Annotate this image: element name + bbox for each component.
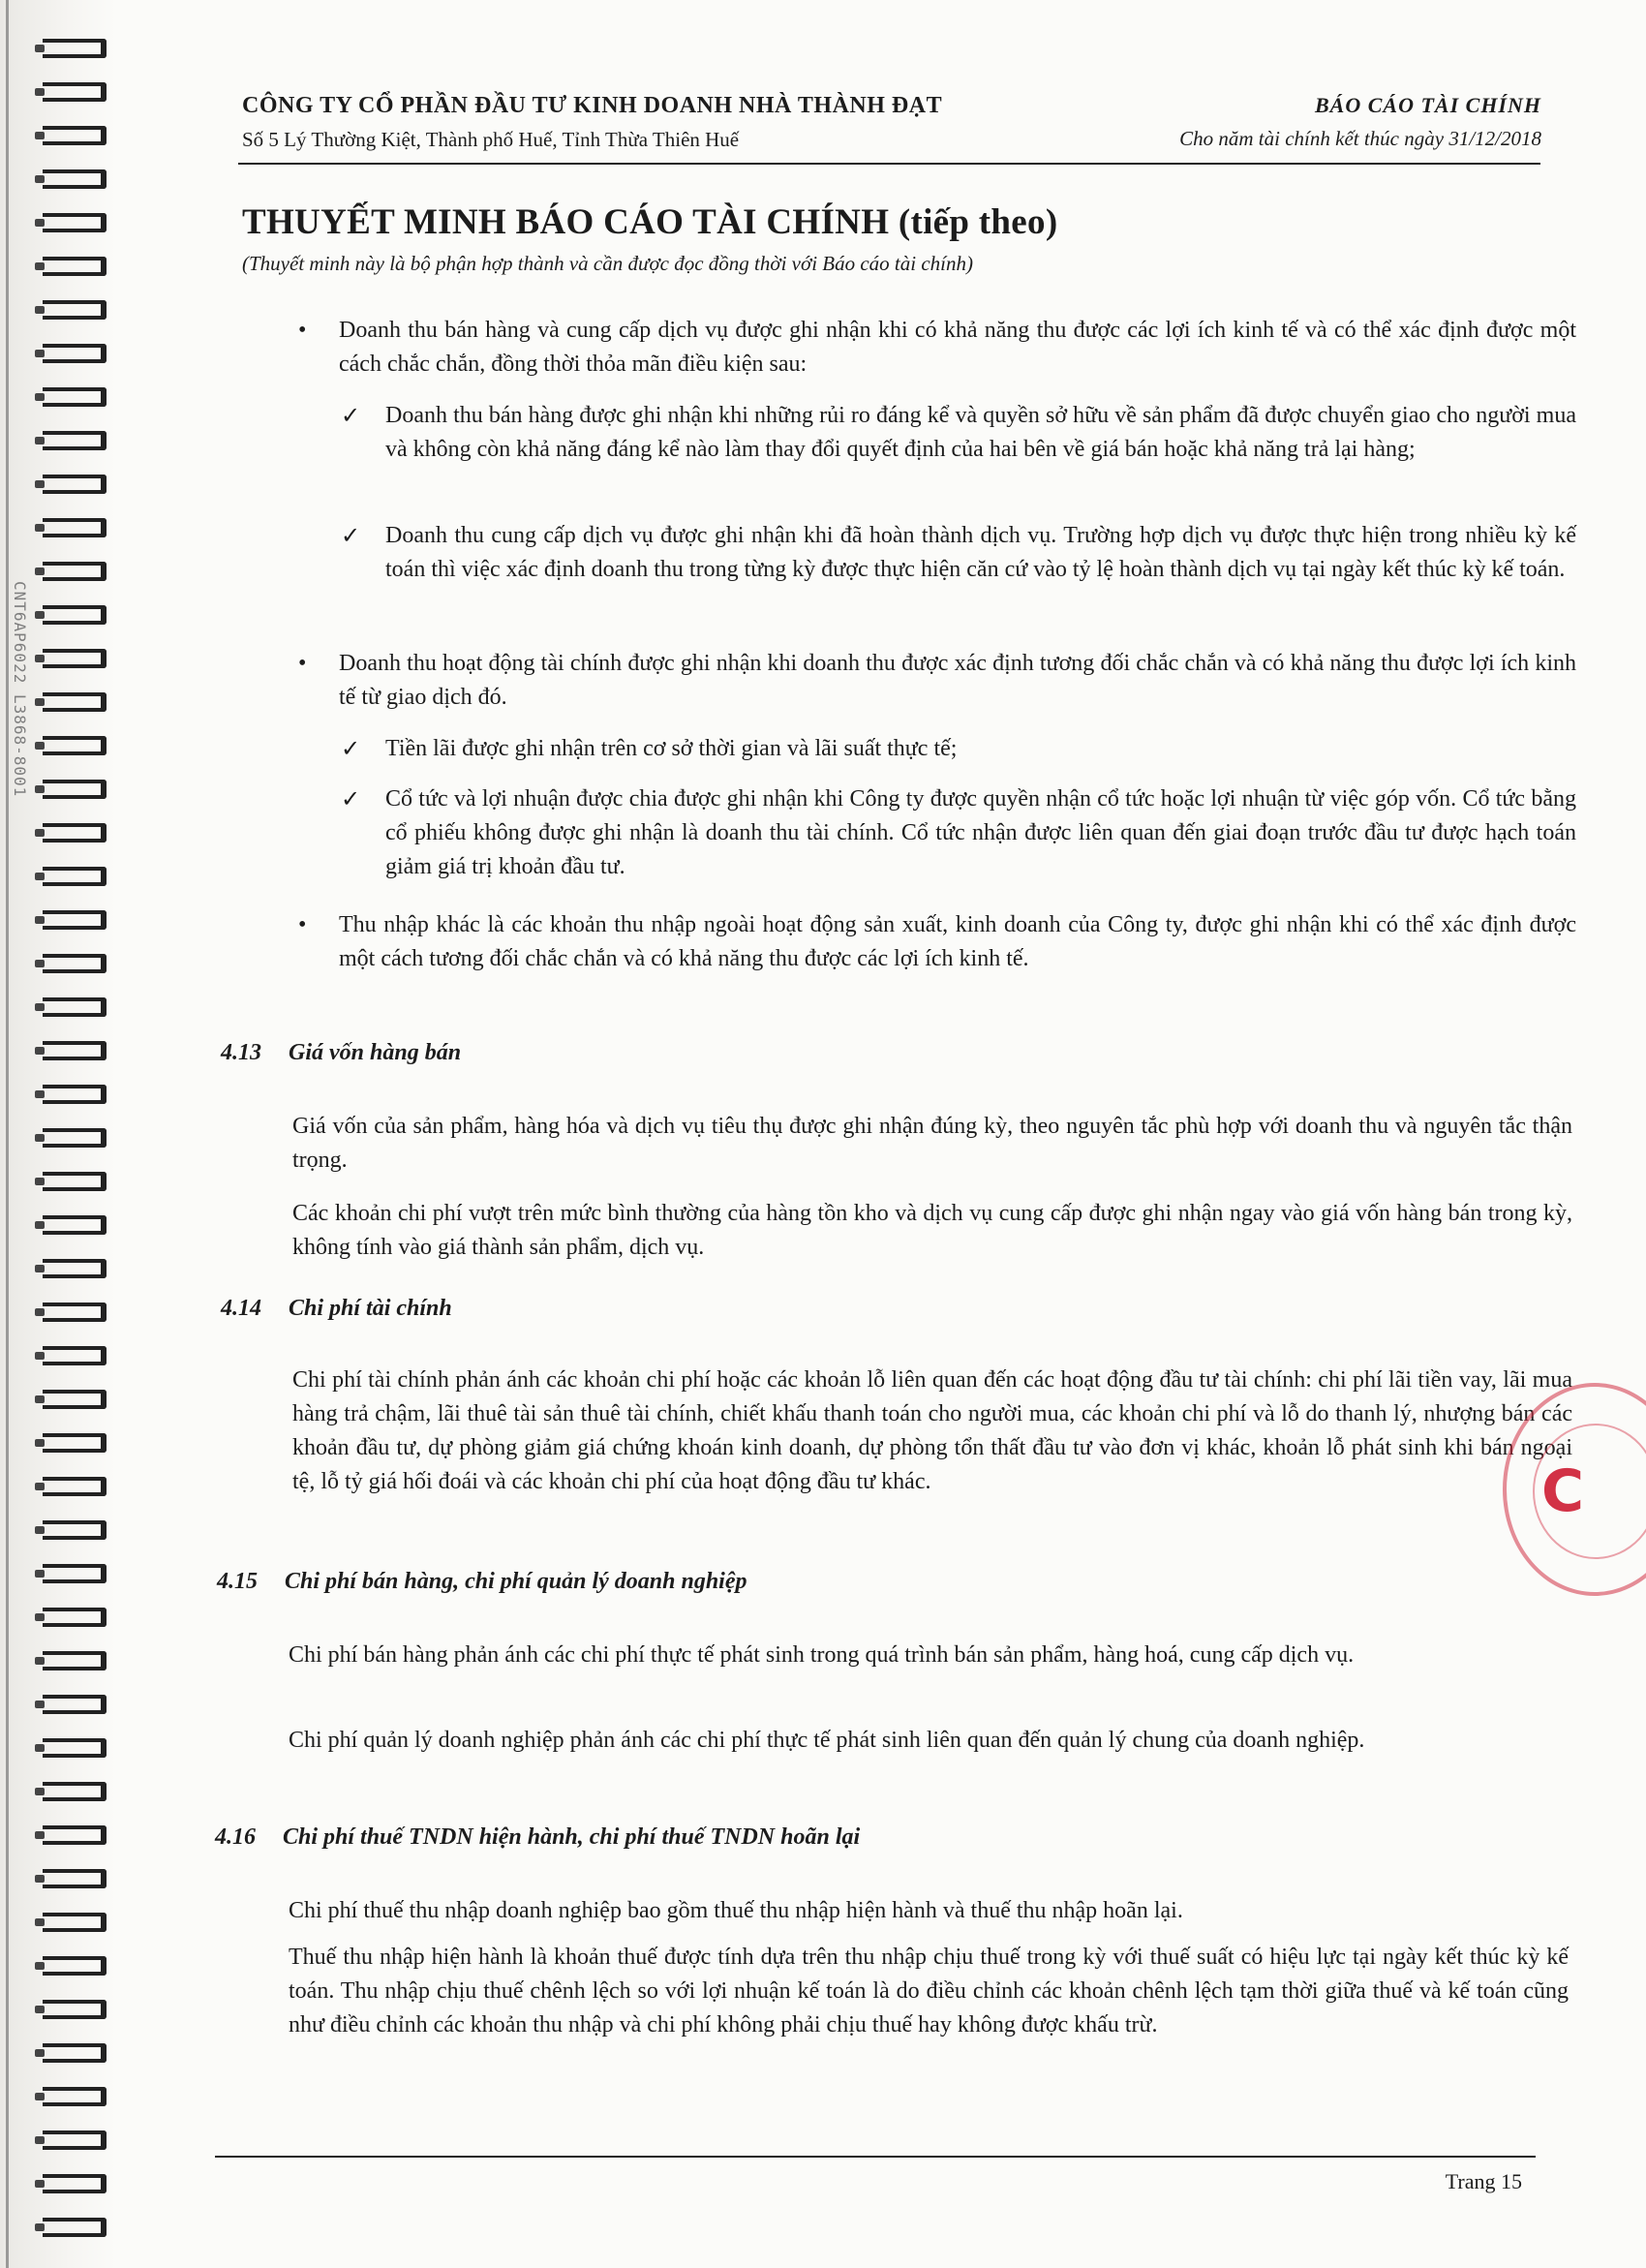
section-4-15-paragraph-1: Chi phí bán hàng phản ánh các chi phí thực tế phát sinh trong quá trình bán sản phẩm, hàng hoá, cung cấp dịch vụ. (289, 1642, 1355, 1668)
company-seal-letter: C (1541, 1457, 1585, 1525)
binding-coil (43, 649, 107, 668)
bullet-other-income: Thu nhập khác là các khoản thu nhập ngoài hoạt động sản xuất, kinh doanh của Công ty, được ghi nhận khi có thể xác định được một cách tương đối chắc chắn và có khả năng thu được các lợi ích kinh tế. (339, 912, 1576, 971)
section-number: 4.14 (221, 1296, 261, 1321)
binding-coil (43, 1128, 107, 1148)
binding-coil (43, 692, 107, 712)
binding-coil (43, 1390, 107, 1409)
company-name: CÔNG TY CỔ PHẦN ĐẦU TƯ KINH DOANH NHÀ THÀNH ĐẠT (242, 93, 943, 118)
binding-coil (43, 1695, 107, 1714)
binding-coil (43, 213, 107, 232)
binding-coil (43, 1346, 107, 1365)
binding-coil (43, 997, 107, 1017)
section-number: 4.16 (215, 1824, 256, 1850)
binding-coil (43, 2218, 107, 2237)
check-item-service-recognition: Doanh thu cung cấp dịch vụ được ghi nhận khi đã hoàn thành dịch vụ. Trường hợp dịch vụ được thực hiện trong nhiều kỳ kế toán thì việc xác định doanh thu trong từng kỳ được thực hiện căn cứ vào tỷ lệ hoàn thành dịch vụ tại ngày kết thúc kỳ kế toán. (385, 523, 1576, 582)
binding-coil (43, 954, 107, 973)
binding-coil (43, 1520, 107, 1540)
spiral-binding (0, 0, 116, 2268)
binding-coil (43, 257, 107, 276)
binding-coil (43, 910, 107, 930)
binding-coil (43, 1172, 107, 1191)
binding-coil (43, 2000, 107, 2019)
header-rule (238, 163, 1540, 165)
binding-coil (43, 518, 107, 537)
binding-coil (43, 1782, 107, 1801)
check-item-interest: Tiền lãi được ghi nhận trên cơ sở thời gian và lãi suất thực tế; (385, 736, 958, 761)
document-subtitle: (Thuyết minh này là bộ phận hợp thành và cần được đọc đồng thời với Báo cáo tài chính) (242, 252, 973, 275)
binding-coil (43, 1433, 107, 1453)
header-right (1179, 93, 1541, 151)
section-title: Chi phí bán hàng, chi phí quản lý doanh nghiệp (285, 1569, 747, 1594)
page-edge-line (6, 0, 9, 2268)
company-address: Số 5 Lý Thường Kiệt, Thành phố Huế, Tỉnh Thừa Thiên Huế (242, 128, 740, 151)
footer-rule (215, 2156, 1536, 2158)
section-4-15-paragraph-2: Chi phí quản lý doanh nghiệp phản ánh các chi phí thực tế phát sinh liên quan đến quản lý chung của doanh nghiệp. (289, 1728, 1365, 1753)
binding-coil (43, 1956, 107, 1976)
binding-coil (43, 126, 107, 145)
page-number: Trang 15 (1445, 2169, 1522, 2193)
section-heading-4-15 (217, 1569, 747, 1595)
binding-coil (43, 300, 107, 320)
binding-code: CNT6AP6022 L3868-8001 (11, 581, 29, 798)
binding-coil (43, 1259, 107, 1278)
binding-coil (43, 344, 107, 363)
binding-coil (43, 1041, 107, 1060)
section-heading-4-13 (221, 1040, 461, 1066)
section-heading-4-16 (215, 1824, 860, 1851)
bullet-icon: • (298, 912, 307, 937)
binding-coil (43, 2130, 107, 2150)
section-4-14-paragraph-1: Chi phí tài chính phản ánh các khoản chi phí hoặc các khoản lỗ liên quan đến các hoạt động đầu tư tài chính: chi phí lãi tiền vay, lãi mua hàng trả chậm, lãi thuê tài sản thuê tài chính, chiết khấu thanh toán cho người mua, các khoản chi phí và lỗ do thanh lý, nhượng bán các khoản đầu tư, dự phòng giảm giá chứng khoán kinh doanh, dự phòng tổn thất đầu tư vào đơn vị khác, khoản lỗ phát sinh khi bán ngoại tệ, lỗ tỷ giá hối đoái và các khoản chi phí của hoạt động đầu tư khác. (292, 1367, 1572, 1494)
binding-coil (43, 431, 107, 450)
section-title: Chi phí thuế TNDN hiện hành, chi phí thuế TNDN hoãn lại (283, 1824, 861, 1850)
section-4-16-paragraph-1: Chi phí thuế thu nhập doanh nghiệp bao gồm thuế thu nhập hiện hành và thuế thu nhập hoãn lại. (289, 1898, 1183, 1923)
check-icon: ✓ (341, 735, 361, 762)
binding-coil (43, 387, 107, 407)
section-number: 4.13 (221, 1040, 261, 1065)
report-title: BÁO CÁO TÀI CHÍNH (1315, 93, 1541, 117)
bullet-icon: • (298, 318, 307, 343)
section-title: Giá vốn hàng bán (289, 1040, 462, 1065)
binding-coil (43, 823, 107, 843)
binding-coil (43, 1215, 107, 1235)
binding-coil (43, 2087, 107, 2106)
section-number: 4.15 (217, 1569, 258, 1594)
binding-coil (43, 2174, 107, 2193)
binding-coil (43, 736, 107, 755)
check-icon: ✓ (341, 522, 361, 549)
check-icon: ✓ (341, 402, 361, 429)
bullet-icon: • (298, 651, 307, 676)
binding-coil (43, 82, 107, 102)
section-4-13-paragraph-2: Các khoản chi phí vượt trên mức bình thường của hàng tồn kho và dịch vụ cung cấp được ghi nhận ngay vào giá vốn hàng bán trong kỳ, không tính vào giá thành sản phẩm, dịch vụ. (292, 1201, 1572, 1260)
binding-coil (43, 1825, 107, 1845)
binding-coil (43, 1869, 107, 1888)
header-left (242, 93, 942, 152)
check-item-dividends: Cổ tức và lợi nhuận được chia được ghi nhận khi Công ty được quyền nhận cổ tức hoặc lợi nhuận từ việc góp vốn. Cổ tức bằng cổ phiếu không được ghi nhận là doanh thu tài chính. Cổ tức nhận được liên quan đến giai đoạn trước đầu tư được hạch toán giảm giá trị khoản đầu tư. (385, 786, 1576, 879)
binding-coil (43, 605, 107, 625)
bullet-revenue-sales: Doanh thu bán hàng và cung cấp dịch vụ được ghi nhận khi có khả năng thu được các lợi ích kinh tế và có thể xác định được một cách chắc chắn, đồng thời thỏa mãn điều kiện sau: (339, 318, 1576, 377)
binding-coil (43, 562, 107, 581)
section-title: Chi phí tài chính (289, 1296, 452, 1321)
binding-coil (43, 1913, 107, 1932)
binding-coil (43, 39, 107, 58)
binding-coil (43, 780, 107, 799)
binding-coil (43, 867, 107, 886)
check-item-sales-recognition: Doanh thu bán hàng được ghi nhận khi những rủi ro đáng kể và quyền sở hữu về sản phẩm đã được chuyển giao cho người mua và không còn khả năng đáng kể nào làm thay đổi quyết định của hai bên về giá bán hoặc khả năng trả lại hàng; (385, 403, 1576, 462)
document-title: THUYẾT MINH BÁO CÁO TÀI CHÍNH (tiếp theo) (242, 202, 1058, 242)
binding-coil (43, 1564, 107, 1583)
binding-coil (43, 1651, 107, 1670)
binding-coil (43, 1738, 107, 1758)
binding-coil (43, 1608, 107, 1627)
binding-coil (43, 1477, 107, 1496)
section-4-16-paragraph-2: Thuế thu nhập hiện hành là khoản thuế được tính dựa trên thu nhập chịu thuế trong kỳ với thuế suất có hiệu lực tại ngày kết thúc kỳ kế toán. Thu nhập chịu thuế chênh lệch so với lợi nhuận kế toán là do điều chỉnh các khoản chênh lệch tạm thời giữa thuế và kế toán cũng như điều chỉnh các khoản thu nhập và chi phí không phải chịu thuế hay không được khấu trừ. (289, 1945, 1569, 2038)
binding-coil (43, 1085, 107, 1104)
section-4-13-paragraph-1: Giá vốn của sản phẩm, hàng hóa và dịch vụ tiêu thụ được ghi nhận đúng kỳ, theo nguyên tắc phù hợp với doanh thu và nguyên tắc thận trọng. (292, 1114, 1572, 1173)
check-icon: ✓ (341, 785, 361, 812)
binding-coil (43, 2043, 107, 2063)
bullet-financial-revenue: Doanh thu hoạt động tài chính được ghi nhận khi doanh thu được xác định tương đối chắc chắn và có khả năng thu được lợi ích kinh tế từ giao dịch đó. (339, 651, 1576, 710)
binding-coil (43, 1303, 107, 1322)
binding-coil (43, 475, 107, 494)
section-heading-4-14 (221, 1296, 452, 1322)
report-period: Cho năm tài chính kết thúc ngày 31/12/2018 (1179, 127, 1541, 150)
binding-coil (43, 169, 107, 189)
